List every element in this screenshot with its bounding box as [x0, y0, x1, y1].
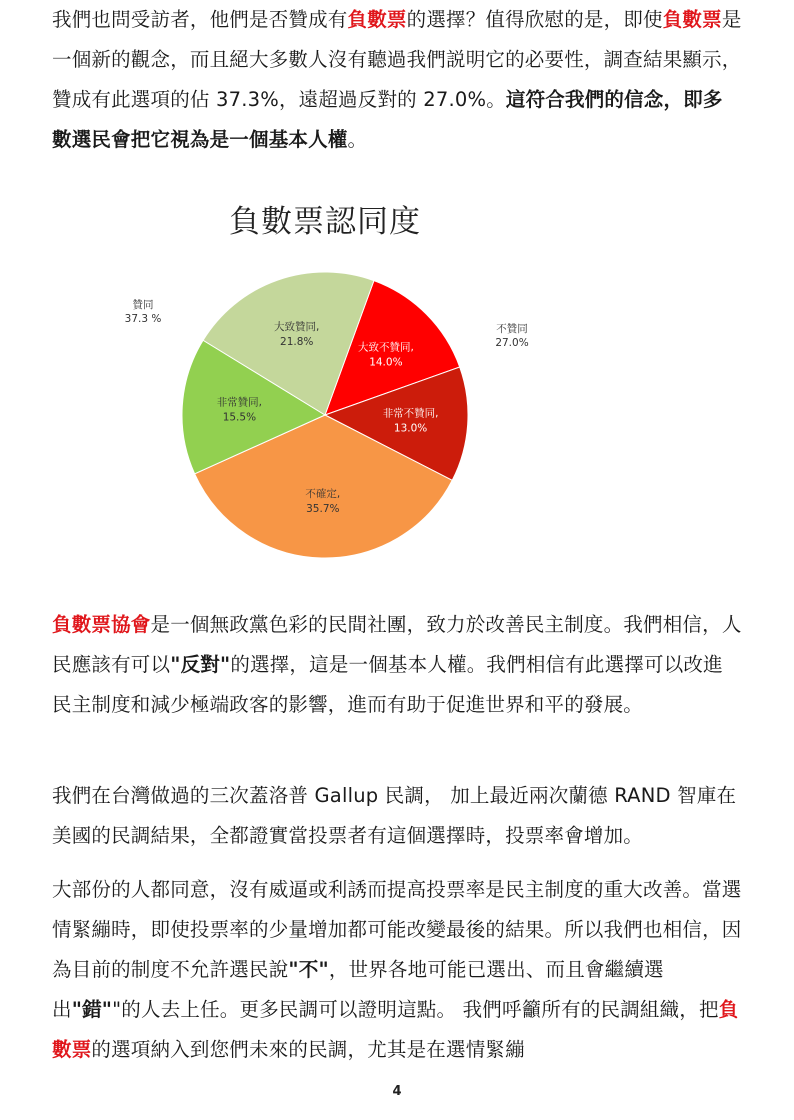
- association-paragraph: [52, 605, 742, 725]
- text-run: 的選擇，這是一個基本人權。我們相信有此選擇可以改進民主制度和減少極端政客的影響，進而有助于促進世界和平的發展。: [52, 653, 723, 716]
- text-run: 的選項納入到您們未來的民調，尤其是在選情緊繃: [91, 1038, 525, 1061]
- text-run: 。: [347, 128, 368, 151]
- poll-paragraph: [52, 776, 742, 856]
- text-run: 是一個無政黨色彩的民間社團，致力於改善民主制度。我們相信，人民應該有可以: [52, 613, 742, 676]
- group-label: 不贊同: [496, 323, 528, 335]
- text-run: 我們也問受訪者，他們是否贊成有: [52, 8, 348, 31]
- text-run: 是一個新的觀念，而且絕大多數人沒有聽過我們説明它的必要性，調查結果顯示，贊成有此選項的佔 37.3%，遠超過反對的 27.0%。: [52, 8, 742, 111]
- text-run: 負數票協會: [52, 613, 151, 636]
- group-value: 27.0%: [495, 337, 529, 349]
- slice-label: 非常贊同,: [216, 396, 263, 409]
- intro-paragraph: [52, 0, 742, 160]
- slice-label: 大致不贊同,: [357, 341, 414, 354]
- text-run: "不": [288, 958, 329, 981]
- text-run: 負數票: [662, 8, 722, 31]
- chart-title: 負數票認同度: [229, 204, 421, 240]
- text-run: 我們在台灣做過的三次蓋洛普 Gallup 民調， 加上最近兩次蘭德 RAND 智庫在美國的民調結果，全都證實當投票者有這個選擇時，投票率會增加。: [52, 784, 737, 847]
- group-label: 贊同: [132, 299, 154, 311]
- text-run: 大部份的人都同意，沒有威逼或利誘而提高投票率是民主制度的重大改善。當選情緊繃時，即使投票率的少量增加都可能改變最後的結果。所以我們也相信，因為目前的制度不允許選民說: [52, 878, 742, 981]
- appeal-paragraph: [52, 870, 742, 1070]
- slice-value: 14.0%: [369, 356, 403, 369]
- slice-value: 35.7%: [306, 502, 340, 515]
- slice-label: 非常不贊同,: [382, 407, 439, 420]
- slice-value: 15.5%: [222, 411, 257, 424]
- text-run: "的人去上任。更多民調可以證明這點。 我們呼籲所有的民調組織，把: [112, 998, 719, 1021]
- slice-label: 不確定,: [305, 487, 341, 500]
- group-value: 37.3 %: [124, 313, 162, 325]
- text-run: 的選擇？值得欣慰的是，即使: [406, 8, 663, 31]
- slice-value: 13.0%: [393, 422, 428, 435]
- text-run: 這符合我們的信念，即多數選民會把它視為是一個基本人權: [52, 88, 723, 151]
- text-run: "錯": [71, 998, 113, 1021]
- text-run: 負數票: [347, 8, 407, 31]
- pie-chart: [0, 240, 794, 570]
- text-run: ，世界各地可能已選出、而且會繼續選出: [52, 958, 664, 1021]
- text-run: "反對": [170, 653, 231, 676]
- text-run: 負數票: [52, 998, 739, 1061]
- page-number: 4: [392, 1084, 402, 1099]
- slice-label: 大致贊同,: [274, 320, 320, 333]
- slice-value: 21.8%: [280, 335, 314, 348]
